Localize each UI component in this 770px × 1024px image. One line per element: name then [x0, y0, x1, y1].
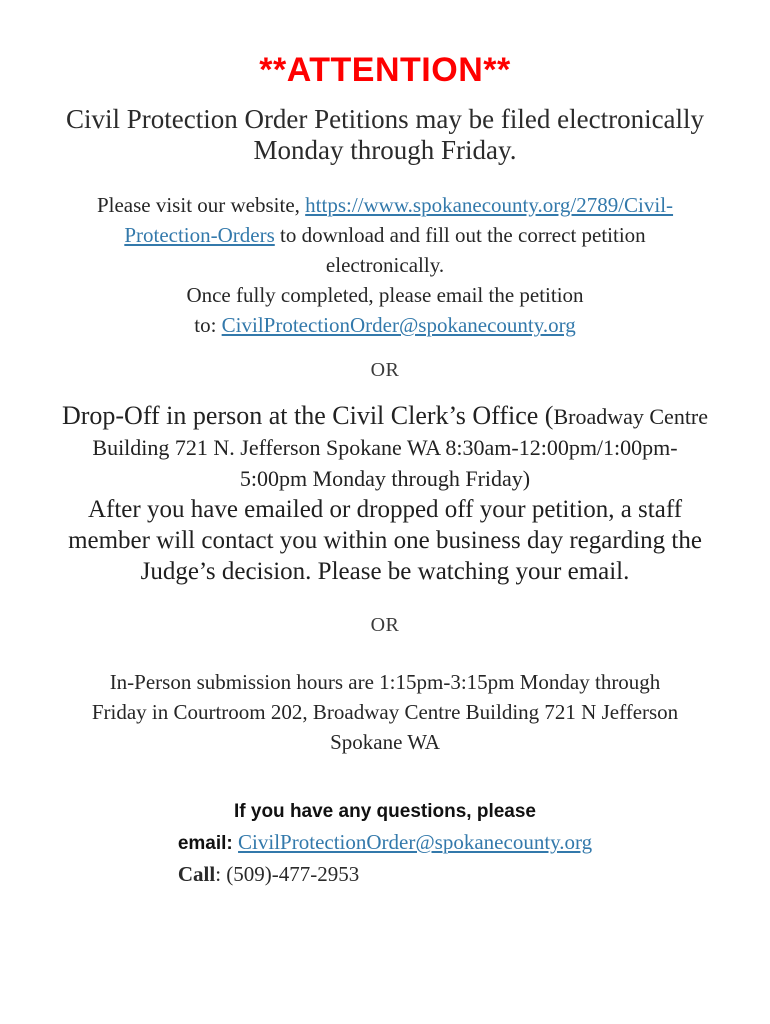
heading-line: Civil Protection Order Petitions may be filed electronically: [65, 104, 705, 134]
dropoff-main-text: Drop-Off in person at the Civil Clerk’s Office (: [61, 401, 554, 430]
paragraph-line: [0, 310, 770, 340]
questions-text: If you have any questions, please: [234, 801, 536, 822]
contact-block: [178, 797, 592, 889]
contact-email-link[interactable]: CivilProtectionOrder@spokanecounty.org: [238, 830, 593, 854]
paragraph-line: Building 721 N. Jefferson Spokane WA 8:30am-12:00pm/1:00pm-: [92, 435, 678, 460]
heading-line: Monday through Friday.: [253, 135, 517, 165]
paragraph-line: electronically.: [325, 253, 445, 277]
dropoff-paragraph: [0, 400, 770, 494]
website-link-part2[interactable]: Protection-Orders: [124, 223, 275, 247]
paragraph-line: In-Person submission hours are 1:15pm-3:15pm Monday through: [109, 670, 661, 694]
dropoff-detail-text: Broadway Centre: [553, 404, 709, 429]
inperson-hours-paragraph: [0, 667, 770, 757]
website-link-part1[interactable]: https://www.spokanecounty.org/2789/Civil-: [305, 193, 674, 217]
paragraph-line: member will contact you within one business day regarding the: [68, 527, 702, 554]
paragraph-line: Spokane WA: [330, 730, 440, 754]
contact-phone-line: [178, 859, 592, 889]
paragraph-line: Friday in Courtroom 202, Broadway Centre Building 721 N Jefferson: [91, 700, 679, 724]
paragraph-line: Once fully completed, please email the petition: [186, 283, 584, 307]
email-to-text: to:: [194, 313, 222, 337]
phone-number: : (509)-477-2953: [215, 862, 360, 886]
paragraph-line: Judge’s decision. Please be watching your email.: [140, 558, 630, 585]
contact-section: [0, 797, 770, 889]
paragraph-line: [0, 400, 770, 432]
paragraph-line: After you have emailed or dropped off your petition, a staff: [87, 496, 683, 523]
email-label: email:: [177, 833, 239, 854]
call-label: Call: [177, 862, 216, 886]
or-divider-2: OR: [370, 614, 400, 636]
petition-email-link[interactable]: CivilProtectionOrder@spokanecounty.org: [221, 313, 576, 337]
contact-email-line: [178, 827, 592, 859]
paragraph-line: 5:00pm Monday through Friday): [239, 466, 531, 491]
paragraph-line: [0, 220, 770, 250]
main-heading: [0, 104, 770, 166]
after-submission-paragraph: [0, 494, 770, 587]
intro-text: Please visit our website,: [96, 193, 306, 217]
download-text: to download and fill out the correct petition: [274, 223, 646, 247]
or-divider-1: OR: [370, 359, 400, 381]
paragraph-line: [0, 190, 770, 220]
electronic-filing-paragraph: [0, 190, 770, 340]
attention-title: **ATTENTION**: [259, 51, 511, 89]
